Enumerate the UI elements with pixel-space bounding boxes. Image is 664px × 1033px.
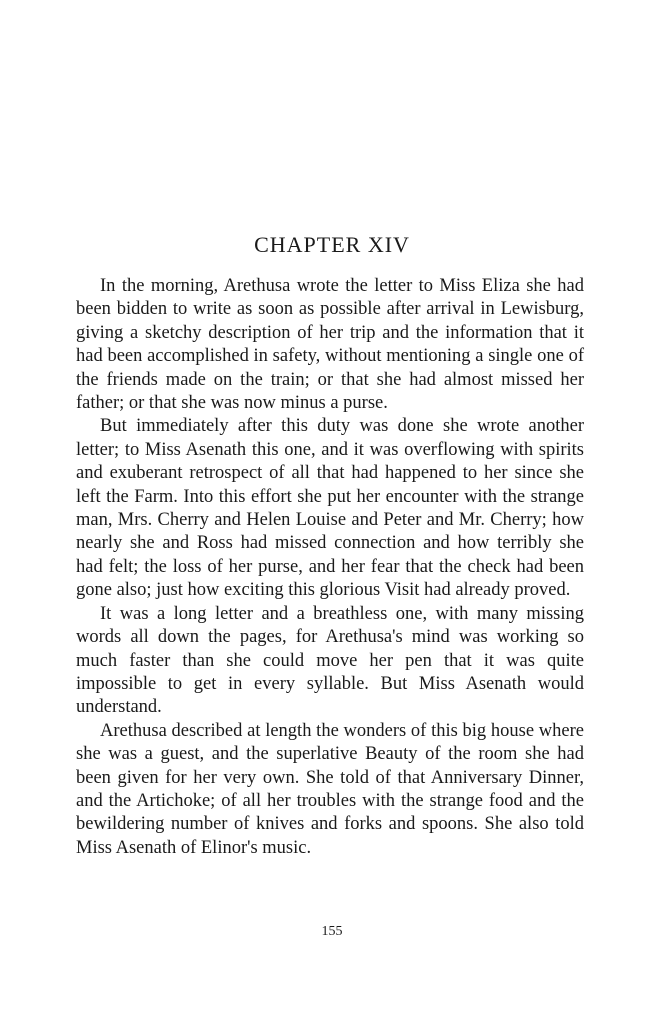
chapter-body: [76, 275, 584, 860]
paragraph-4: Arethusa described at length the wonders of this big house where she was a guest, and the superlative Beauty of the room she had been given for her very own. She told of that Anniversary Dinner, and the Artichoke; of all her troubles with the strange food and the bewildering number of knives and forks and spoons. She also told Miss Asenath of Elinor's music.: [76, 720, 584, 858]
chapter-title: CHAPTER XIV: [254, 232, 410, 257]
paragraph-3: It was a long letter and a breathless one, with many missing words all down the pages, for Arethusa's mind was working so much faster than she could move her pen that it was quite impossible to get in every syllable. But Miss Asenath would understand.: [76, 603, 584, 718]
paragraph-1: In the morning, Arethusa wrote the letter to Miss Eliza she had been bidden to write as soon as possible after arrival in Lewisburg, giving a sketchy description of her trip and the information that it had been accomplished in safety, without mentioning a single one of the friends made on the train; or that she had almost missed her father; or that she was now minus a purse.: [76, 276, 584, 414]
paragraph-2: But immediately after this duty was done she wrote another letter; to Miss Asenath this one, and it was overflowing with spirits and exuberant retrospect of all that had happened to her since she left the Farm. Into this effort she put her encounter with the strange man, Mrs. Cherry and Helen Louise and Peter and Mr. Cherry; how nearly she and Ross had missed connection and how terribly she had felt; the loss of her purse, and her fear that the check had been gone also; just how exciting this glorious Visit had already proved.: [76, 416, 584, 601]
page-number: 155: [321, 924, 343, 939]
